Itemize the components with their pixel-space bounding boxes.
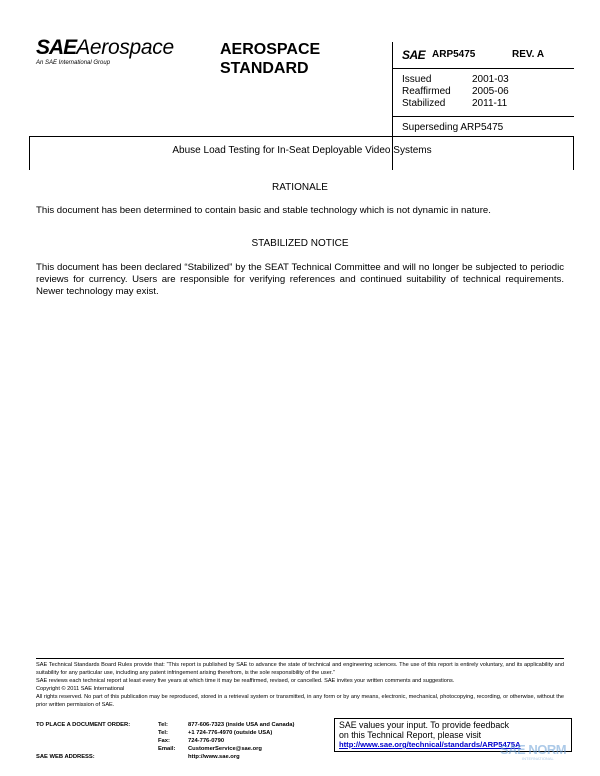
stabilized-heading: STABILIZED NOTICE — [251, 238, 349, 249]
date-value: 2001-03 — [472, 74, 509, 85]
header-divider-1 — [392, 68, 574, 69]
contact-value: 724-776-0790 — [188, 738, 225, 744]
contact-label: Email: — [158, 746, 176, 752]
date-label: Reaffirmed — [402, 86, 451, 97]
date-row-reaffirmed — [402, 86, 532, 98]
footer-paragraph: All rights reserved. No part of this publication may be reproduced, stored in a retrieval system or transmitted, in any form or by any means, electronic, mechanical, photocopying, recording, or otherwise, without the prior written permission of SAE. — [36, 694, 564, 708]
footer-paragraph: SAE reviews each technical report at least every five years at which time it may be reaffirmed, revised, or cancelled. SAE invites your written comments and suggestions. — [36, 678, 455, 684]
date-label: Stabilized — [402, 98, 446, 109]
contact-row — [36, 753, 358, 761]
contact-label: Tel: — [158, 722, 168, 728]
watermark-logo: SAE NORM — [500, 742, 567, 757]
contact-value: 877-606-7323 (inside USA and Canada) — [188, 722, 295, 728]
feedback-line: SAE values your input. To provide feedback — [339, 720, 510, 730]
standard-title-line1: AEROSPACE — [220, 41, 321, 58]
feedback-line: on this Technical Report, please visit — [339, 729, 482, 740]
standard-title — [220, 40, 320, 78]
rationale-heading: RATIONALE — [272, 182, 328, 193]
date-label: Issued — [402, 74, 432, 85]
document-number: ARP5475 — [432, 49, 476, 60]
contact-value: +1 724-776-4970 (outside USA) — [188, 730, 273, 736]
logo-sae-text: SAE — [36, 36, 77, 59]
stabilized-text: This document has been declared “Stabilized” by the SEAT Technical Committee and will no longer be subjected to periodic reviews for currency. Users are responsible for verifying references and continued suitability of technical requirements. Newer technology may exist. — [36, 262, 564, 297]
web-label: SAE WEB ADDRESS: — [36, 754, 95, 760]
title-box-top-rule — [29, 136, 574, 137]
revision-label: REV. A — [512, 49, 545, 60]
standard-title-line2: STANDARD — [220, 60, 309, 77]
header-divider-2 — [392, 116, 574, 117]
contact-row — [36, 729, 358, 737]
document-dates — [402, 74, 532, 110]
date-value: 2005-06 — [472, 86, 509, 97]
footer-copyright: Copyright © 2011 SAE International — [36, 686, 125, 692]
contact-label: Tel: — [158, 730, 168, 736]
footer-rule — [36, 658, 564, 659]
doc-sae-mark: SAE — [402, 48, 426, 62]
date-row-issued — [402, 74, 532, 86]
watermark-subtitle: INTERNATIONAL — [522, 756, 554, 761]
date-value: 2011-11 — [472, 98, 508, 109]
order-label: TO PLACE A DOCUMENT ORDER: — [36, 722, 131, 728]
contact-label: Fax: — [158, 738, 170, 744]
contact-row — [36, 721, 358, 729]
superseding-note: Superseding ARP5475 — [402, 122, 504, 133]
document-title: Abuse Load Testing for In-Seat Deployable Video Systems — [172, 145, 432, 156]
contact-email[interactable]: CustomerService@sae.org — [188, 746, 262, 752]
date-row-stabilized — [402, 98, 532, 110]
contact-row — [36, 745, 358, 753]
footer-paragraph: SAE Technical Standards Board Rules provide that: “This report is published by SAE to advance the state of technical and engineering sciences. The use of this report is entirely voluntary, and its applicability and suitability for any particular use, including any patent infringement arising therefrom, is the sole responsibility of the user.” — [36, 662, 564, 676]
contact-row — [36, 737, 358, 745]
web-address-link[interactable]: http://www.sae.org — [188, 754, 240, 760]
feedback-link[interactable]: http://www.sae.org/technical/standards/ARP5475A — [339, 740, 521, 749]
logo-aerospace-text: Aerospace — [76, 36, 174, 59]
footer-legal — [36, 661, 564, 709]
rationale-text: This document has been determined to contain basic and stable technology which is not dynamic in nature. — [36, 205, 491, 216]
order-contacts — [36, 721, 358, 761]
logo-subtitle: An SAE International Group — [36, 60, 111, 66]
